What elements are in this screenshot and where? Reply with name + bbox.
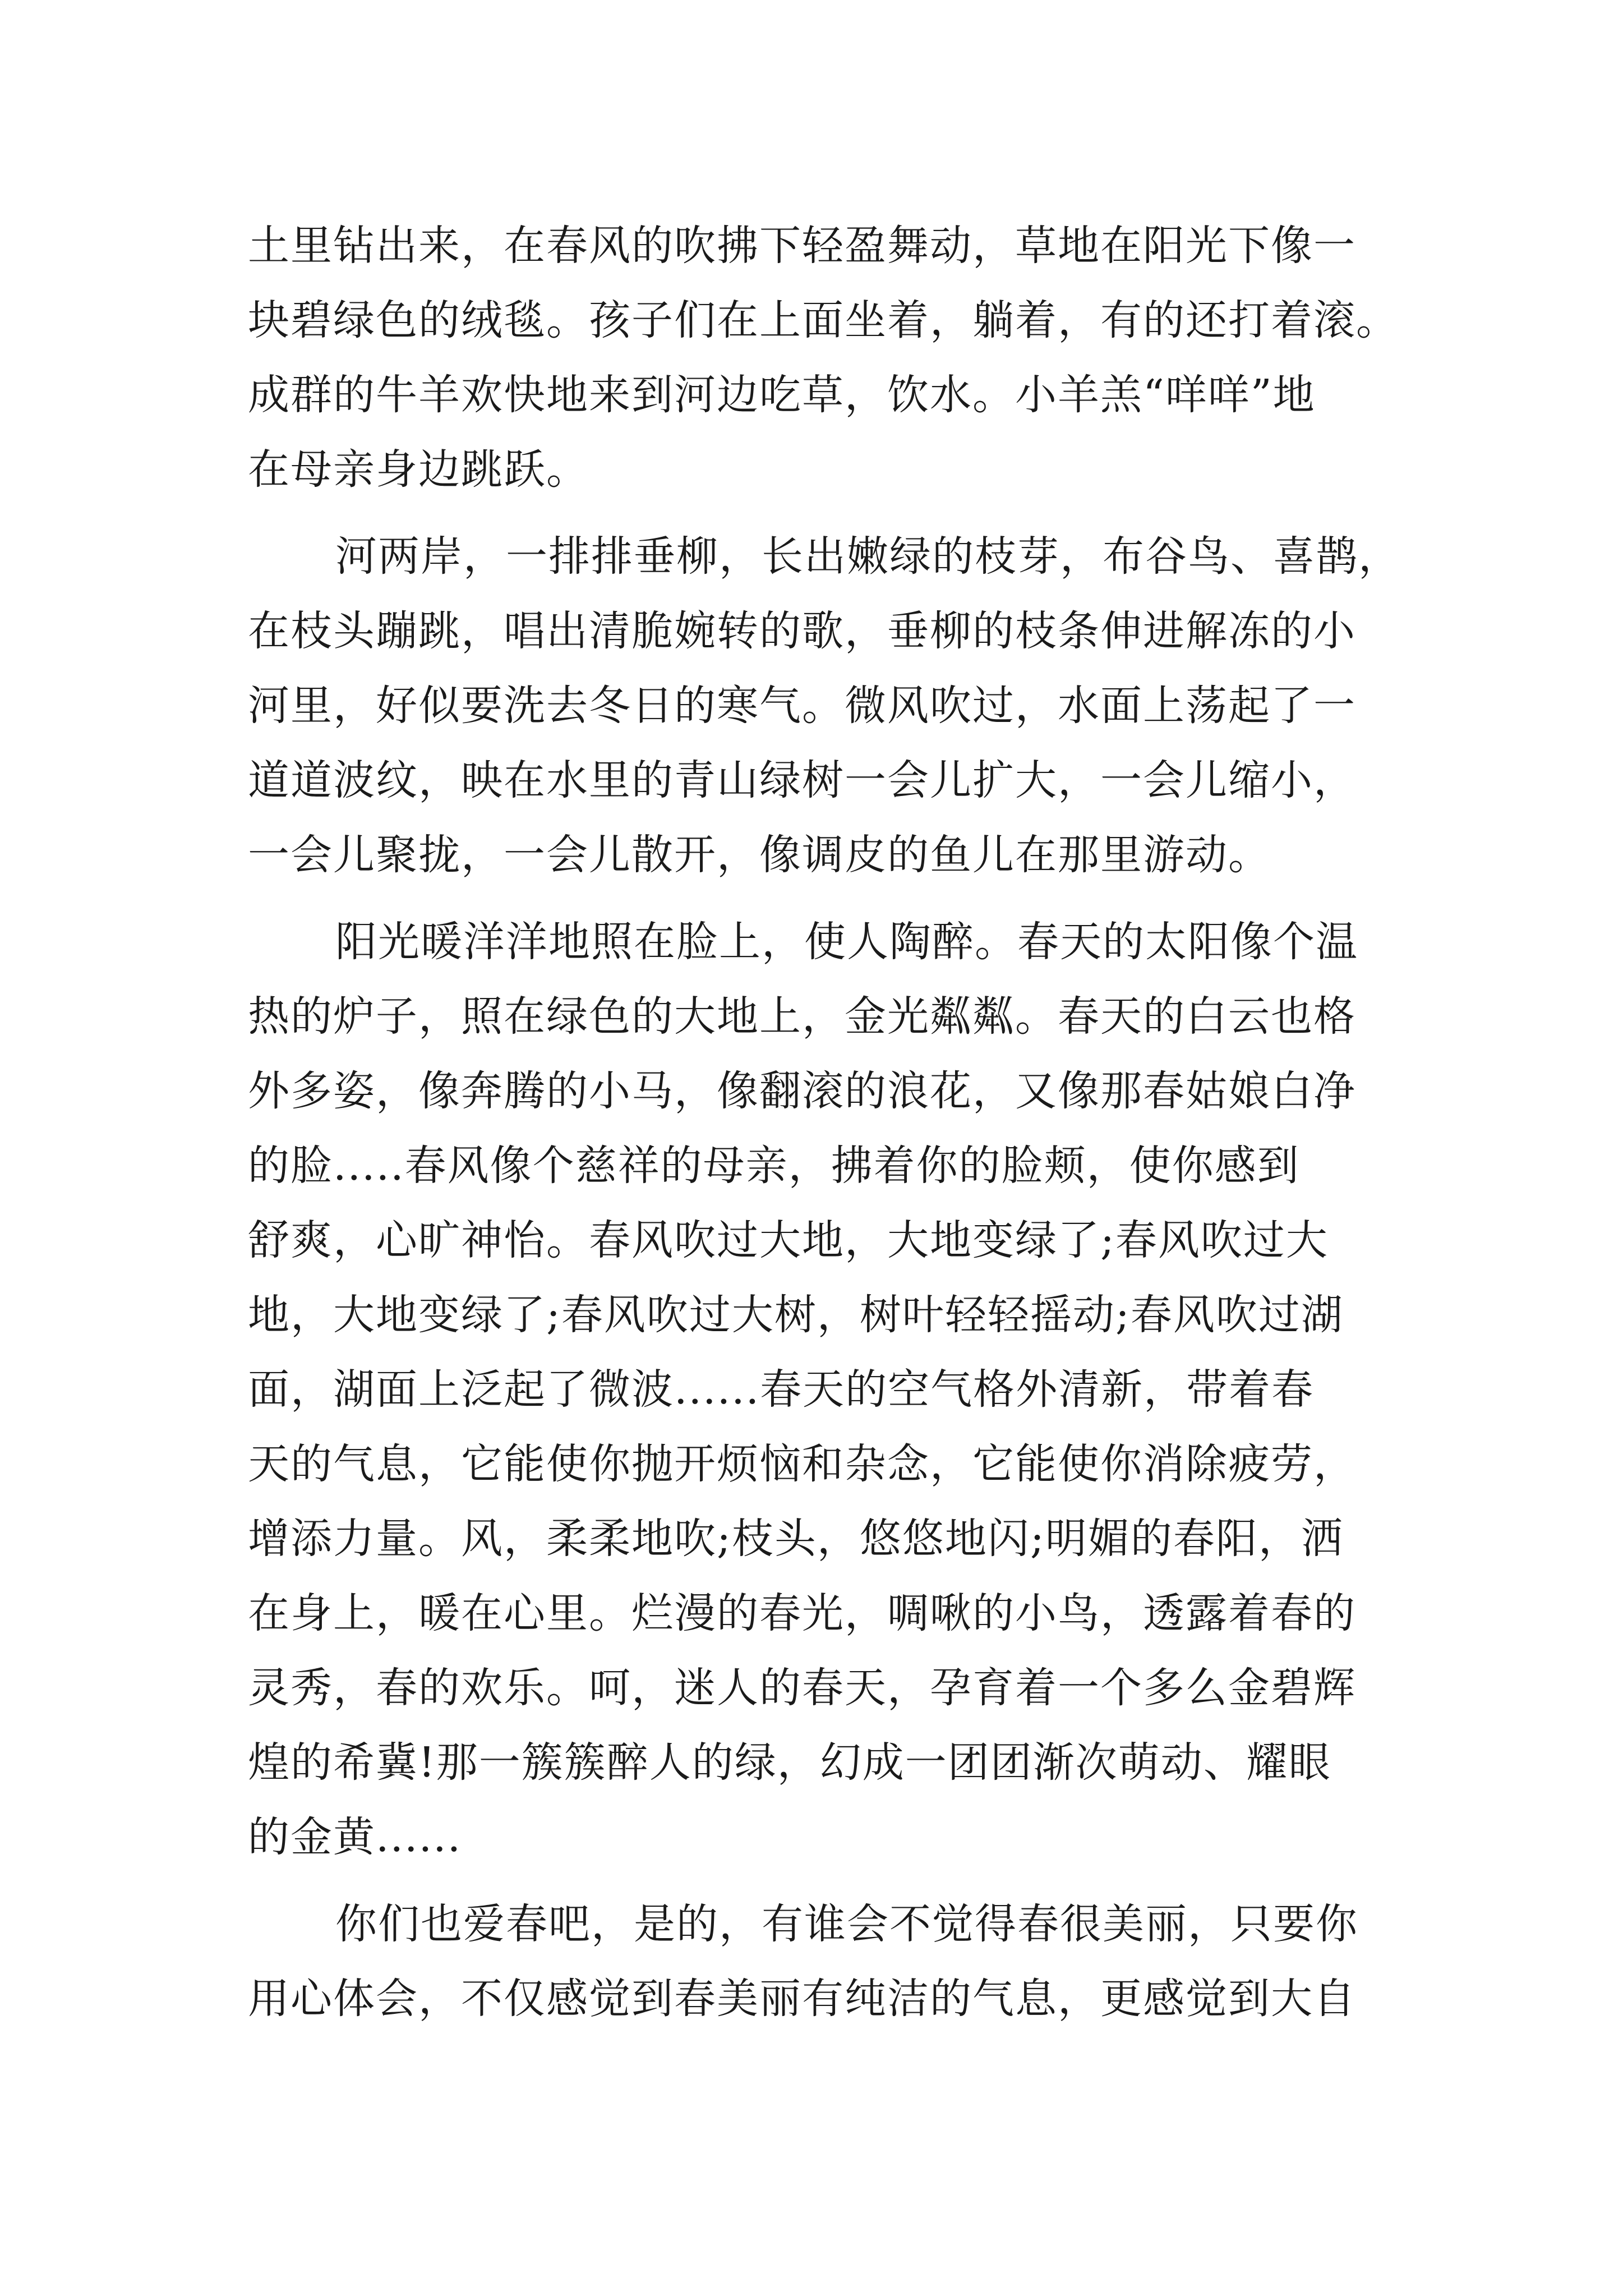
text-line: 热的炉子，照在绿色的大地上，金光粼粼。春天的白云也格 [248, 992, 1356, 1041]
text-line: 阳光暖洋洋地照在脸上，使人陶醉。春天的太阳像个温 [335, 918, 1358, 966]
paragraph-gap [248, 507, 1414, 519]
text-line: 你们也爱春吧，是的，有谁会不觉得春很美丽，只要你 [335, 1900, 1358, 1948]
text-line: 在母亲身边跳跃。 [248, 445, 589, 494]
paragraph-2 [248, 519, 1414, 892]
text-line: 在身上，暖在心里。烂漫的春光，啁啾的小鸟，透露着春的 [248, 1589, 1356, 1637]
text-line: 煌的希冀!那一簇簇醉人的绿，幻成一团团渐次萌动、耀眼 [248, 1738, 1331, 1787]
paragraph-4 [248, 1887, 1414, 2036]
text-line: 土里钻出来，在春风的吹拂下轻盈舞动，草地在阳光下像一 [248, 222, 1356, 270]
paragraph-gap [248, 1875, 1414, 1887]
text-line: 的金黄...... [248, 1813, 462, 1861]
paragraph-3 [248, 905, 1414, 1875]
text-line: 河里，好似要洗去冬日的寒气。微风吹过，水面上荡起了一 [248, 682, 1356, 730]
body-text [248, 209, 1414, 2036]
text-line: 用心体会，不仅感觉到春美丽有纯洁的气息，更感觉到大自 [248, 1975, 1356, 2023]
text-line: 一会儿聚拢，一会儿散开，像调皮的鱼儿在那里游动。 [248, 831, 1271, 879]
text-line: 河两岸，一排排垂柳，长出嫩绿的枝芽，布谷鸟、喜鹊， [335, 532, 1401, 581]
paragraph-gap [248, 892, 1414, 905]
text-line: 天的气息，它能使你抛开烦恼和杂念，它能使你消除疲劳， [248, 1440, 1356, 1488]
text-line: 在枝头蹦跳，唱出清脆婉转的歌，垂柳的枝条伸进解冻的小 [248, 607, 1356, 655]
text-line: 成群的牛羊欢快地来到河边吃草，饮水。小羊羔“咩咩”地 [248, 371, 1316, 419]
text-line: 的脸.....春风像个慈祥的母亲，拂着你的脸颊，使你感到 [248, 1142, 1300, 1190]
text-line: 外多姿，像奔腾的小马，像翻滚的浪花，又像那春姑娘白净 [248, 1067, 1356, 1115]
text-line: 面，湖面上泛起了微波......春天的空气格外清新，带着春 [248, 1365, 1315, 1414]
text-line: 灵秀，春的欢乐。呵，迷人的春天，孕育着一个多么金碧辉 [248, 1664, 1356, 1712]
text-line: 地，大地变绿了;春风吹过大树，树叶轻轻摇动;春风吹过湖 [248, 1291, 1344, 1339]
paragraph-1 [248, 209, 1414, 507]
text-line: 增添力量。风，柔柔地吹;枝头，悠悠地闪;明媚的春阳，洒 [248, 1515, 1344, 1563]
text-line: 道道波纹，映在水里的青山绿树一会儿扩大，一会儿缩小， [248, 756, 1356, 804]
text-line: 舒爽，心旷神怡。春风吹过大地，大地变绿了;春风吹过大 [248, 1216, 1329, 1264]
text-line: 块碧绿色的绒毯。孩子们在上面坐着，躺着，有的还打着滚。 [248, 296, 1399, 344]
